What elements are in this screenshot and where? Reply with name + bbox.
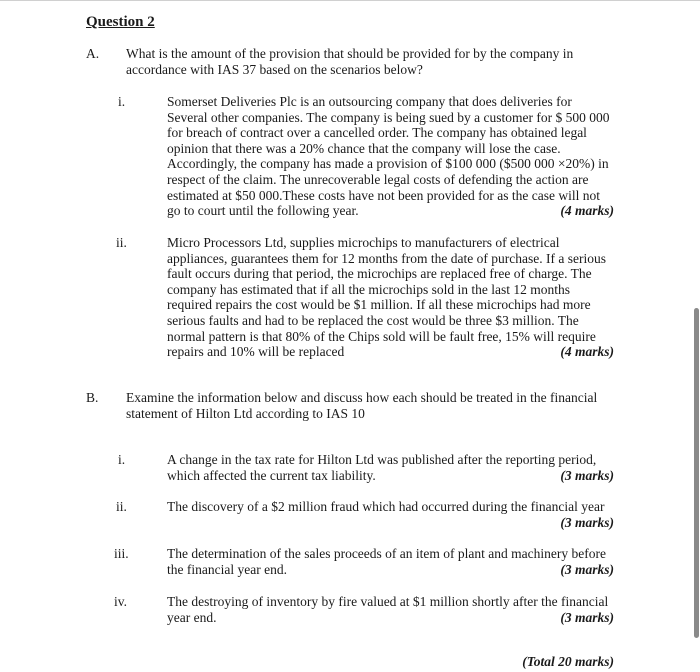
section-b-item-3-marks: (3 marks) bbox=[560, 561, 614, 577]
vertical-scrollbar[interactable] bbox=[694, 308, 699, 638]
section-b-item-1-text: A change in the tax rate for Hilton Ltd was published after the reporting period, which affected the current tax liability. bbox=[167, 452, 597, 483]
section-b-item-2-text: The discovery of a $2 million fraud which had occurred during the financial year bbox=[167, 499, 605, 514]
section-a-item-2 bbox=[167, 235, 614, 360]
section-b-item-2-number: ii. bbox=[116, 499, 127, 514]
section-a-item-2-marks: (4 marks) bbox=[560, 344, 614, 360]
total-marks: (Total 20 marks) bbox=[522, 654, 614, 669]
section-b-prompt: Examine the information below and discuss how each should be treated in the financial statement of Hilton Ltd according to IAS 10 bbox=[126, 390, 598, 421]
section-b-item-2 bbox=[167, 499, 614, 530]
section-b-item-1-number: i. bbox=[118, 452, 126, 467]
section-a-item-1-text: Somerset Deliveries Plc is an outsourcing company that does deliveries for Several other companies. The company is being sued by a customer for $ 500 000 for breach of contract over a cancelled order. The company has obtained legal opinion that there was a 20% chance that the company will lose the case. Accordingly, the company has made a provision of $100 000 ($500 000 ×20%) in respect of the claim. The unrecoverable legal costs of defending the action are estimated at $50 000.These costs have not been provided for as the case will not go to court until the following year. bbox=[167, 94, 610, 219]
section-b-item-4-marks: (3 marks) bbox=[560, 609, 614, 625]
section-b-letter: B. bbox=[86, 390, 99, 405]
section-b-item-3-text: The determination of the sales proceeds of an item of plant and machinery before the financial year end. bbox=[167, 546, 606, 577]
section-a-item-2-number: ii. bbox=[116, 235, 127, 250]
section-b-item-4 bbox=[167, 594, 614, 625]
top-divider bbox=[0, 0, 700, 1]
section-a-item-1-number: i. bbox=[118, 94, 126, 109]
section-a-letter: A. bbox=[86, 46, 100, 61]
section-b-item-2-marks: (3 marks) bbox=[560, 514, 614, 530]
section-a-item-2-text: Micro Processors Ltd, supplies microchips to manufacturers of electrical appliances, guarantees them for 12 months from the date of purchase. If a serious fault occurs during that period, the microchips are replaced free of charge. The company has estimated that if all the microchips sold in the last 12 months required repairs the cost would be $1 million. If all these microchips had more serious faults and had to be replaced the cost would be three $3 million. The normal pattern is that 80% of the Chips sold will be fault free, 15% will require repairs and 10% will be replaced bbox=[167, 235, 606, 360]
section-b-item-4-number: iv. bbox=[114, 594, 127, 609]
section-b-item-3 bbox=[167, 546, 614, 577]
section-b-item-1-marks: (3 marks) bbox=[560, 467, 614, 483]
section-b-item-3-number: iii. bbox=[114, 546, 129, 561]
section-a-prompt: What is the amount of the provision that should be provided for by the company in accordance with IAS 37 based on the scenarios below? bbox=[126, 46, 574, 77]
question-heading: Question 2 bbox=[86, 14, 155, 30]
section-a-item-1-marks: (4 marks) bbox=[560, 203, 614, 219]
section-b-item-1 bbox=[167, 452, 614, 483]
section-a-item-1 bbox=[167, 94, 614, 219]
section-b-item-4-text: The destroying of inventory by fire valued at $1 million shortly after the financial year end. bbox=[167, 594, 609, 625]
